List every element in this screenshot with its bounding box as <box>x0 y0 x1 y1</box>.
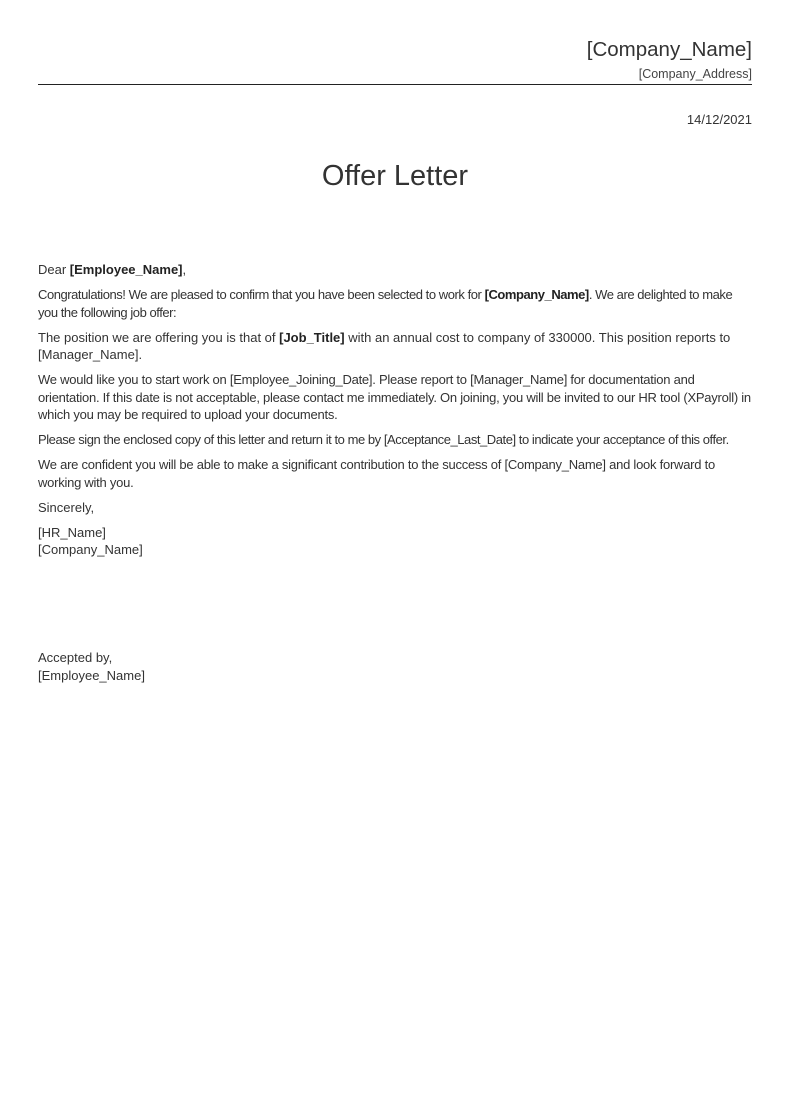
paragraph-congratulations <box>38 286 754 321</box>
p2-job-title: [Job_Title] <box>279 329 345 345</box>
signer-name: [HR_Name] <box>38 524 106 540</box>
closing: Sincerely, <box>38 499 95 515</box>
paragraph-start-date: We would like you to start work on [Employee_Joining_Date]. Please report to [Manager_Name] for documentation and orientation. If this date is not acceptable, please contact me immediately. On joining, you will be invited to our HR tool (XPayroll) in which you may be required to upload your documents. <box>38 372 751 422</box>
paragraph-position <box>38 329 754 364</box>
signature-block <box>38 524 754 559</box>
letter-date: 14/12/2021 <box>686 112 752 127</box>
p2-prefix: The position we are offering you is that of <box>38 329 280 345</box>
acceptance-block <box>38 649 145 684</box>
salutation-suffix: , <box>182 262 187 277</box>
accepted-by-label: Accepted by, <box>38 650 113 665</box>
p1-suffix: . We are delighted to make you the following job offer: <box>38 287 733 320</box>
company-name: [Company_Name] <box>586 38 752 61</box>
company-address: [Company_Address] <box>638 67 752 81</box>
p2-suffix: with an annual cost to company of 330000. This position reports to [Manager_Name]. <box>38 329 731 362</box>
letter-body <box>38 261 754 559</box>
salutation <box>38 261 754 279</box>
header-divider <box>38 84 752 85</box>
signer-company: [Company_Name] <box>38 542 143 557</box>
page-title: Offer Letter <box>321 160 469 192</box>
p1-company-name: [Company_Name] <box>484 287 589 302</box>
salutation-employee-name: [Employee_Name] <box>69 262 183 277</box>
p1-prefix: Congratulations! We are pleased to confirm that you have been selected to work for <box>38 287 485 302</box>
paragraph-sign-return: Please sign the enclosed copy of this letter and return it to me by [Acceptance_Last_Date] to indicate your acceptance of this offer. <box>38 432 729 447</box>
accepted-by-name: [Employee_Name] <box>38 667 145 683</box>
salutation-prefix: Dear <box>38 262 70 277</box>
paragraph-confidence: We are confident you will be able to make a significant contribution to the success of [Company_Name] and look forward to working with you. <box>38 457 715 490</box>
